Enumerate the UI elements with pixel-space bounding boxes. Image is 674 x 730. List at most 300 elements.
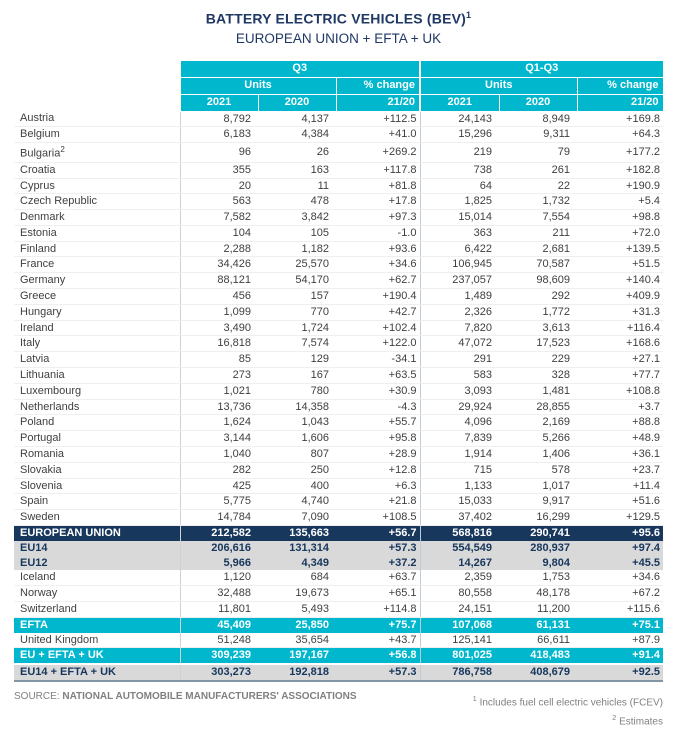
table-row	[14, 526, 663, 541]
title-footnote-marker: 1	[466, 10, 472, 20]
table-row	[14, 415, 663, 431]
units-cell: 7,839	[420, 431, 499, 447]
units-cell: 66,611	[499, 633, 577, 648]
pct-change-cell: +31.3	[577, 304, 663, 320]
pct-change-cell: +190.4	[336, 289, 420, 305]
units-cell: 1,133	[420, 478, 499, 494]
year-header-2021-q3: 2021	[180, 94, 258, 111]
table-row	[14, 127, 663, 143]
units-cell: 583	[420, 368, 499, 384]
units-cell: 219	[420, 143, 499, 162]
units-cell: 290,741	[499, 526, 577, 541]
table-row	[14, 194, 663, 210]
row-label: Estonia	[14, 225, 180, 241]
units-cell: 2,288	[180, 241, 258, 257]
table-row	[14, 399, 663, 415]
units-cell: 7,090	[258, 510, 336, 526]
units-cell: 425	[180, 478, 258, 494]
table-row	[14, 241, 663, 257]
units-cell: 282	[180, 462, 258, 478]
row-label: Czech Republic	[14, 194, 180, 210]
pct-change-cell: +97.4	[577, 541, 663, 556]
row-label: Ireland	[14, 320, 180, 336]
pct-change-cell: +129.5	[577, 510, 663, 526]
pct-change-cell: +65.1	[336, 586, 420, 602]
pct-change-cell: +115.6	[577, 602, 663, 618]
row-label: Sweden	[14, 510, 180, 526]
units-cell: 291	[420, 352, 499, 368]
units-cell: 13,736	[180, 399, 258, 415]
pct-change-cell: +169.8	[577, 111, 663, 127]
units-cell: 309,239	[180, 648, 258, 664]
units-cell: 88,121	[180, 273, 258, 289]
pct-change-cell: +75.7	[336, 617, 420, 632]
row-label: Switzerland	[14, 602, 180, 618]
units-cell: 15,033	[420, 494, 499, 510]
units-cell: 163	[258, 162, 336, 178]
title-block	[14, 10, 663, 46]
units-cell: 70,587	[499, 257, 577, 273]
units-cell: 14,267	[420, 556, 499, 571]
units-cell: 19,673	[258, 586, 336, 602]
units-cell: 4,349	[258, 556, 336, 571]
units-cell: 14,358	[258, 399, 336, 415]
row-label: Denmark	[14, 210, 180, 226]
row-label: Austria	[14, 111, 180, 127]
units-cell: 25,850	[258, 617, 336, 632]
row-label: Spain	[14, 494, 180, 510]
footnote-2-marker: 2	[612, 713, 617, 723]
ratio-header-q1q3: 21/20	[577, 94, 663, 111]
pct-change-cell: +139.5	[577, 241, 663, 257]
row-label: Hungary	[14, 304, 180, 320]
pct-change-cell: +97.3	[336, 210, 420, 226]
pct-change-cell: +11.4	[577, 478, 663, 494]
source-name: NATIONAL AUTOMOBILE MANUFACTURERS' ASSOCIATIONS	[62, 691, 357, 702]
units-cell: 9,804	[499, 556, 577, 571]
units-cell: 125,141	[420, 633, 499, 648]
row-label: Lithuania	[14, 368, 180, 384]
pct-change-cell: +57.3	[336, 664, 420, 681]
units-cell: 261	[499, 162, 577, 178]
row-label: Bulgaria$^2$	[14, 143, 180, 162]
table-row	[14, 541, 663, 556]
year-header-2021-q1q3: 2021	[420, 94, 499, 111]
units-cell: 1,481	[499, 383, 577, 399]
pct-change-cell: +37.2	[336, 556, 420, 571]
table-row	[14, 510, 663, 526]
units-cell: 9,917	[499, 494, 577, 510]
pct-change-cell: +190.9	[577, 178, 663, 194]
table-row	[14, 556, 663, 571]
units-cell: 51,248	[180, 633, 258, 648]
row-label: United Kingdom	[14, 633, 180, 648]
units-cell: 22	[499, 178, 577, 194]
units-cell: 6,183	[180, 127, 258, 143]
units-cell: 1,021	[180, 383, 258, 399]
pct-change-cell: +51.6	[577, 494, 663, 510]
units-cell: 16,818	[180, 336, 258, 352]
row-label: Germany	[14, 273, 180, 289]
footnote-1-marker: 1	[472, 694, 477, 703]
units-cell: 418,483	[499, 648, 577, 664]
units-cell: 47,072	[420, 336, 499, 352]
year-header-2020-q3: 2020	[258, 94, 336, 111]
table-row	[14, 178, 663, 194]
pct-change-cell: +30.9	[336, 383, 420, 399]
pct-change-cell: +27.1	[577, 352, 663, 368]
table-row	[14, 320, 663, 336]
units-cell: 24,143	[420, 111, 499, 127]
units-cell: 157	[258, 289, 336, 305]
table-row	[14, 111, 663, 127]
pct-change-cell: +409.9	[577, 289, 663, 305]
units-cell: 7,554	[499, 210, 577, 226]
footnote-1	[473, 691, 663, 710]
pct-change-cell: +21.8	[336, 494, 420, 510]
year-header-2020-q1q3: 2020	[499, 94, 577, 111]
units-cell: 5,775	[180, 494, 258, 510]
units-cell: 554,549	[420, 541, 499, 556]
table-row	[14, 431, 663, 447]
pct-change-cell: +75.1	[577, 617, 663, 632]
row-label: EU14	[14, 541, 180, 556]
units-cell: 770	[258, 304, 336, 320]
pct-change-cell: +45.5	[577, 556, 663, 571]
units-cell: 303,273	[180, 664, 258, 681]
units-cell: 4,096	[420, 415, 499, 431]
units-cell: 129	[258, 352, 336, 368]
units-cell: 1,043	[258, 415, 336, 431]
table-row	[14, 633, 663, 648]
row-label: Norway	[14, 586, 180, 602]
units-cell: 363	[420, 225, 499, 241]
pct-change-cell: +72.0	[577, 225, 663, 241]
table-row	[14, 586, 663, 602]
row-label: Greece	[14, 289, 180, 305]
row-label: Cyprus	[14, 178, 180, 194]
pct-change-cell: +114.8	[336, 602, 420, 618]
row-label: EFTA	[14, 617, 180, 632]
units-cell: 7,574	[258, 336, 336, 352]
units-cell: 105	[258, 225, 336, 241]
units-cell: 48,178	[499, 586, 577, 602]
pct-change-cell: +117.8	[336, 162, 420, 178]
row-label: France	[14, 257, 180, 273]
units-cell: 786,758	[420, 664, 499, 681]
units-cell: 3,093	[420, 383, 499, 399]
table-row	[14, 617, 663, 632]
units-header-q1q3: Units	[420, 77, 577, 94]
pct-change-cell: +64.3	[577, 127, 663, 143]
units-cell: 2,326	[420, 304, 499, 320]
pct-change-cell: +62.7	[336, 273, 420, 289]
units-cell: 206,616	[180, 541, 258, 556]
units-cell: 211	[499, 225, 577, 241]
units-cell: 106,945	[420, 257, 499, 273]
pct-change-cell: +55.7	[336, 415, 420, 431]
pct-change-cell: +177.2	[577, 143, 663, 162]
row-label: Luxembourg	[14, 383, 180, 399]
row-label: Latvia	[14, 352, 180, 368]
units-cell: 20	[180, 178, 258, 194]
pct-change-cell: +12.8	[336, 462, 420, 478]
units-cell: 135,663	[258, 526, 336, 541]
units-cell: 1,753	[499, 570, 577, 585]
table-row	[14, 462, 663, 478]
row-label: EU + EFTA + UK	[14, 648, 180, 664]
pct-change-cell: +98.8	[577, 210, 663, 226]
units-cell: 568,816	[420, 526, 499, 541]
pct-change-cell: +51.5	[577, 257, 663, 273]
source-prefix: SOURCE:	[14, 691, 60, 702]
row-label: EU14 + EFTA + UK	[14, 664, 180, 681]
units-cell: 1,182	[258, 241, 336, 257]
units-cell: 25,570	[258, 257, 336, 273]
units-cell: 28,855	[499, 399, 577, 415]
units-cell: 478	[258, 194, 336, 210]
table-row	[14, 602, 663, 618]
units-cell: 273	[180, 368, 258, 384]
row-label: Finland	[14, 241, 180, 257]
pct-change-cell: +102.4	[336, 320, 420, 336]
page-title	[14, 10, 663, 27]
row-label: Portugal	[14, 431, 180, 447]
row-label: Poland	[14, 415, 180, 431]
units-cell: 355	[180, 162, 258, 178]
units-cell: 408,679	[499, 664, 577, 681]
table-row	[14, 570, 663, 585]
footnote-2	[473, 710, 663, 729]
units-cell: 26	[258, 143, 336, 162]
table-row	[14, 664, 663, 681]
header-spacer	[14, 60, 180, 77]
table-row	[14, 210, 663, 226]
row-label: Slovakia	[14, 462, 180, 478]
units-cell: 563	[180, 194, 258, 210]
pct-change-cell: +95.8	[336, 431, 420, 447]
pct-change-cell: +77.7	[577, 368, 663, 384]
table-header	[14, 60, 663, 111]
row-label: Belgium	[14, 127, 180, 143]
units-cell: 7,820	[420, 320, 499, 336]
footnote-1-text: Includes fuel cell electric vehicles (FCEV)	[479, 697, 663, 709]
pct-change-cell: +3.7	[577, 399, 663, 415]
units-cell: 54,170	[258, 273, 336, 289]
units-cell: 15,014	[420, 210, 499, 226]
pct-change-cell: +23.7	[577, 462, 663, 478]
units-cell: 1,825	[420, 194, 499, 210]
units-cell: 5,266	[499, 431, 577, 447]
pct-change-cell: +41.0	[336, 127, 420, 143]
table-row	[14, 273, 663, 289]
units-cell: 104	[180, 225, 258, 241]
table-row	[14, 289, 663, 305]
units-cell: 5,966	[180, 556, 258, 571]
pct-change-cell: +36.1	[577, 447, 663, 463]
units-cell: 4,384	[258, 127, 336, 143]
units-cell: 3,842	[258, 210, 336, 226]
units-cell: 14,784	[180, 510, 258, 526]
header-row-years	[14, 94, 663, 111]
units-cell: 328	[499, 368, 577, 384]
pct-change-cell: +6.3	[336, 478, 420, 494]
row-label: Romania	[14, 447, 180, 463]
pct-change-cell: +140.4	[577, 273, 663, 289]
pct-change-cell: +269.2	[336, 143, 420, 162]
table-row	[14, 494, 663, 510]
units-cell: 9,311	[499, 127, 577, 143]
units-cell: 229	[499, 352, 577, 368]
pct-change-cell: +108.8	[577, 383, 663, 399]
units-cell: 37,402	[420, 510, 499, 526]
units-cell: 1,017	[499, 478, 577, 494]
pct-change-cell: +48.9	[577, 431, 663, 447]
units-cell: 3,144	[180, 431, 258, 447]
table-row	[14, 225, 663, 241]
units-cell: 684	[258, 570, 336, 585]
pct-change-cell: +42.7	[336, 304, 420, 320]
pct-change-cell: +34.6	[336, 257, 420, 273]
units-cell: 45,409	[180, 617, 258, 632]
units-cell: 1,606	[258, 431, 336, 447]
units-cell: 5,493	[258, 602, 336, 618]
pct-change-cell: +95.6	[577, 526, 663, 541]
units-cell: 11,801	[180, 602, 258, 618]
units-cell: 801,025	[420, 648, 499, 664]
units-cell: 237,057	[420, 273, 499, 289]
units-cell: 250	[258, 462, 336, 478]
units-cell: 780	[258, 383, 336, 399]
footnotes	[473, 691, 663, 730]
units-cell: 29,924	[420, 399, 499, 415]
pct-change-cell: +88.8	[577, 415, 663, 431]
pct-change-cell: +63.5	[336, 368, 420, 384]
units-cell: 1,406	[499, 447, 577, 463]
units-cell: 24,151	[420, 602, 499, 618]
pct-change-cell: +112.5	[336, 111, 420, 127]
pct-change-cell: +17.8	[336, 194, 420, 210]
units-cell: 11,200	[499, 602, 577, 618]
units-cell: 292	[499, 289, 577, 305]
units-cell: 85	[180, 352, 258, 368]
units-cell: 32,488	[180, 586, 258, 602]
units-cell: 4,137	[258, 111, 336, 127]
units-header-q3: Units	[180, 77, 336, 94]
units-cell: 1,772	[499, 304, 577, 320]
table-row	[14, 304, 663, 320]
units-cell: 715	[420, 462, 499, 478]
table-row	[14, 352, 663, 368]
pct-change-cell: +5.4	[577, 194, 663, 210]
units-cell: 807	[258, 447, 336, 463]
pct-change-cell: +91.4	[577, 648, 663, 664]
units-cell: 107,068	[420, 617, 499, 632]
row-label: Iceland	[14, 570, 180, 585]
units-cell: 1,624	[180, 415, 258, 431]
units-cell: 400	[258, 478, 336, 494]
pct-change-cell: +67.2	[577, 586, 663, 602]
pct-change-cell: +87.9	[577, 633, 663, 648]
units-cell: 98,609	[499, 273, 577, 289]
pct-change-header-q1q3: % change	[577, 77, 663, 94]
header-row-groups	[14, 60, 663, 77]
table-row	[14, 383, 663, 399]
pct-change-cell: +57.3	[336, 541, 420, 556]
units-cell: 1,914	[420, 447, 499, 463]
units-cell: 2,169	[499, 415, 577, 431]
header-row-subgroups	[14, 77, 663, 94]
source-line	[14, 691, 357, 702]
bev-table	[14, 60, 664, 682]
pct-change-cell: +63.7	[336, 570, 420, 585]
units-cell: 16,299	[499, 510, 577, 526]
units-cell: 11	[258, 178, 336, 194]
row-label: Italy	[14, 336, 180, 352]
units-cell: 192,818	[258, 664, 336, 681]
row-label: EUROPEAN UNION	[14, 526, 180, 541]
page-title-text: BATTERY ELECTRIC VEHICLES (BEV)	[205, 10, 467, 27]
units-cell: 1,732	[499, 194, 577, 210]
table-row	[14, 162, 663, 178]
pct-change-cell: +122.0	[336, 336, 420, 352]
units-cell: 456	[180, 289, 258, 305]
units-cell: 1,120	[180, 570, 258, 585]
header-spacer	[14, 94, 180, 111]
units-cell: 35,654	[258, 633, 336, 648]
pct-change-header-q3: % change	[336, 77, 420, 94]
footnote-2-text: Estimates	[619, 716, 663, 728]
pct-change-cell: +116.4	[577, 320, 663, 336]
table-row	[14, 336, 663, 352]
page-subtitle: EUROPEAN UNION + EFTA + UK	[235, 30, 442, 46]
units-cell: 4,740	[258, 494, 336, 510]
pct-change-cell: +108.5	[336, 510, 420, 526]
units-cell: 15,296	[420, 127, 499, 143]
ratio-header-q3: 21/20	[336, 94, 420, 111]
pct-change-cell: +81.8	[336, 178, 420, 194]
pct-change-cell: -4.3	[336, 399, 420, 415]
group-header-q1q3: Q1-Q3	[420, 60, 663, 77]
pct-change-cell: +93.6	[336, 241, 420, 257]
units-cell: 34,426	[180, 257, 258, 273]
pct-change-cell: +56.8	[336, 648, 420, 664]
units-cell: 96	[180, 143, 258, 162]
units-cell: 80,558	[420, 586, 499, 602]
units-cell: 2,359	[420, 570, 499, 585]
units-cell: 79	[499, 143, 577, 162]
pct-change-cell: -1.0	[336, 225, 420, 241]
pct-change-cell: +56.7	[336, 526, 420, 541]
row-label: EU12	[14, 556, 180, 571]
pct-change-cell: +182.8	[577, 162, 663, 178]
table-body	[14, 111, 663, 681]
table-row	[14, 447, 663, 463]
units-cell: 738	[420, 162, 499, 178]
table-row	[14, 478, 663, 494]
units-cell: 1,099	[180, 304, 258, 320]
pct-change-cell: -34.1	[336, 352, 420, 368]
row-label: Slovenia	[14, 478, 180, 494]
table-row	[14, 143, 663, 162]
units-cell: 6,422	[420, 241, 499, 257]
units-cell: 167	[258, 368, 336, 384]
units-cell: 1,724	[258, 320, 336, 336]
units-cell: 131,314	[258, 541, 336, 556]
units-cell: 7,582	[180, 210, 258, 226]
units-cell: 8,792	[180, 111, 258, 127]
pct-change-cell: +92.5	[577, 664, 663, 681]
